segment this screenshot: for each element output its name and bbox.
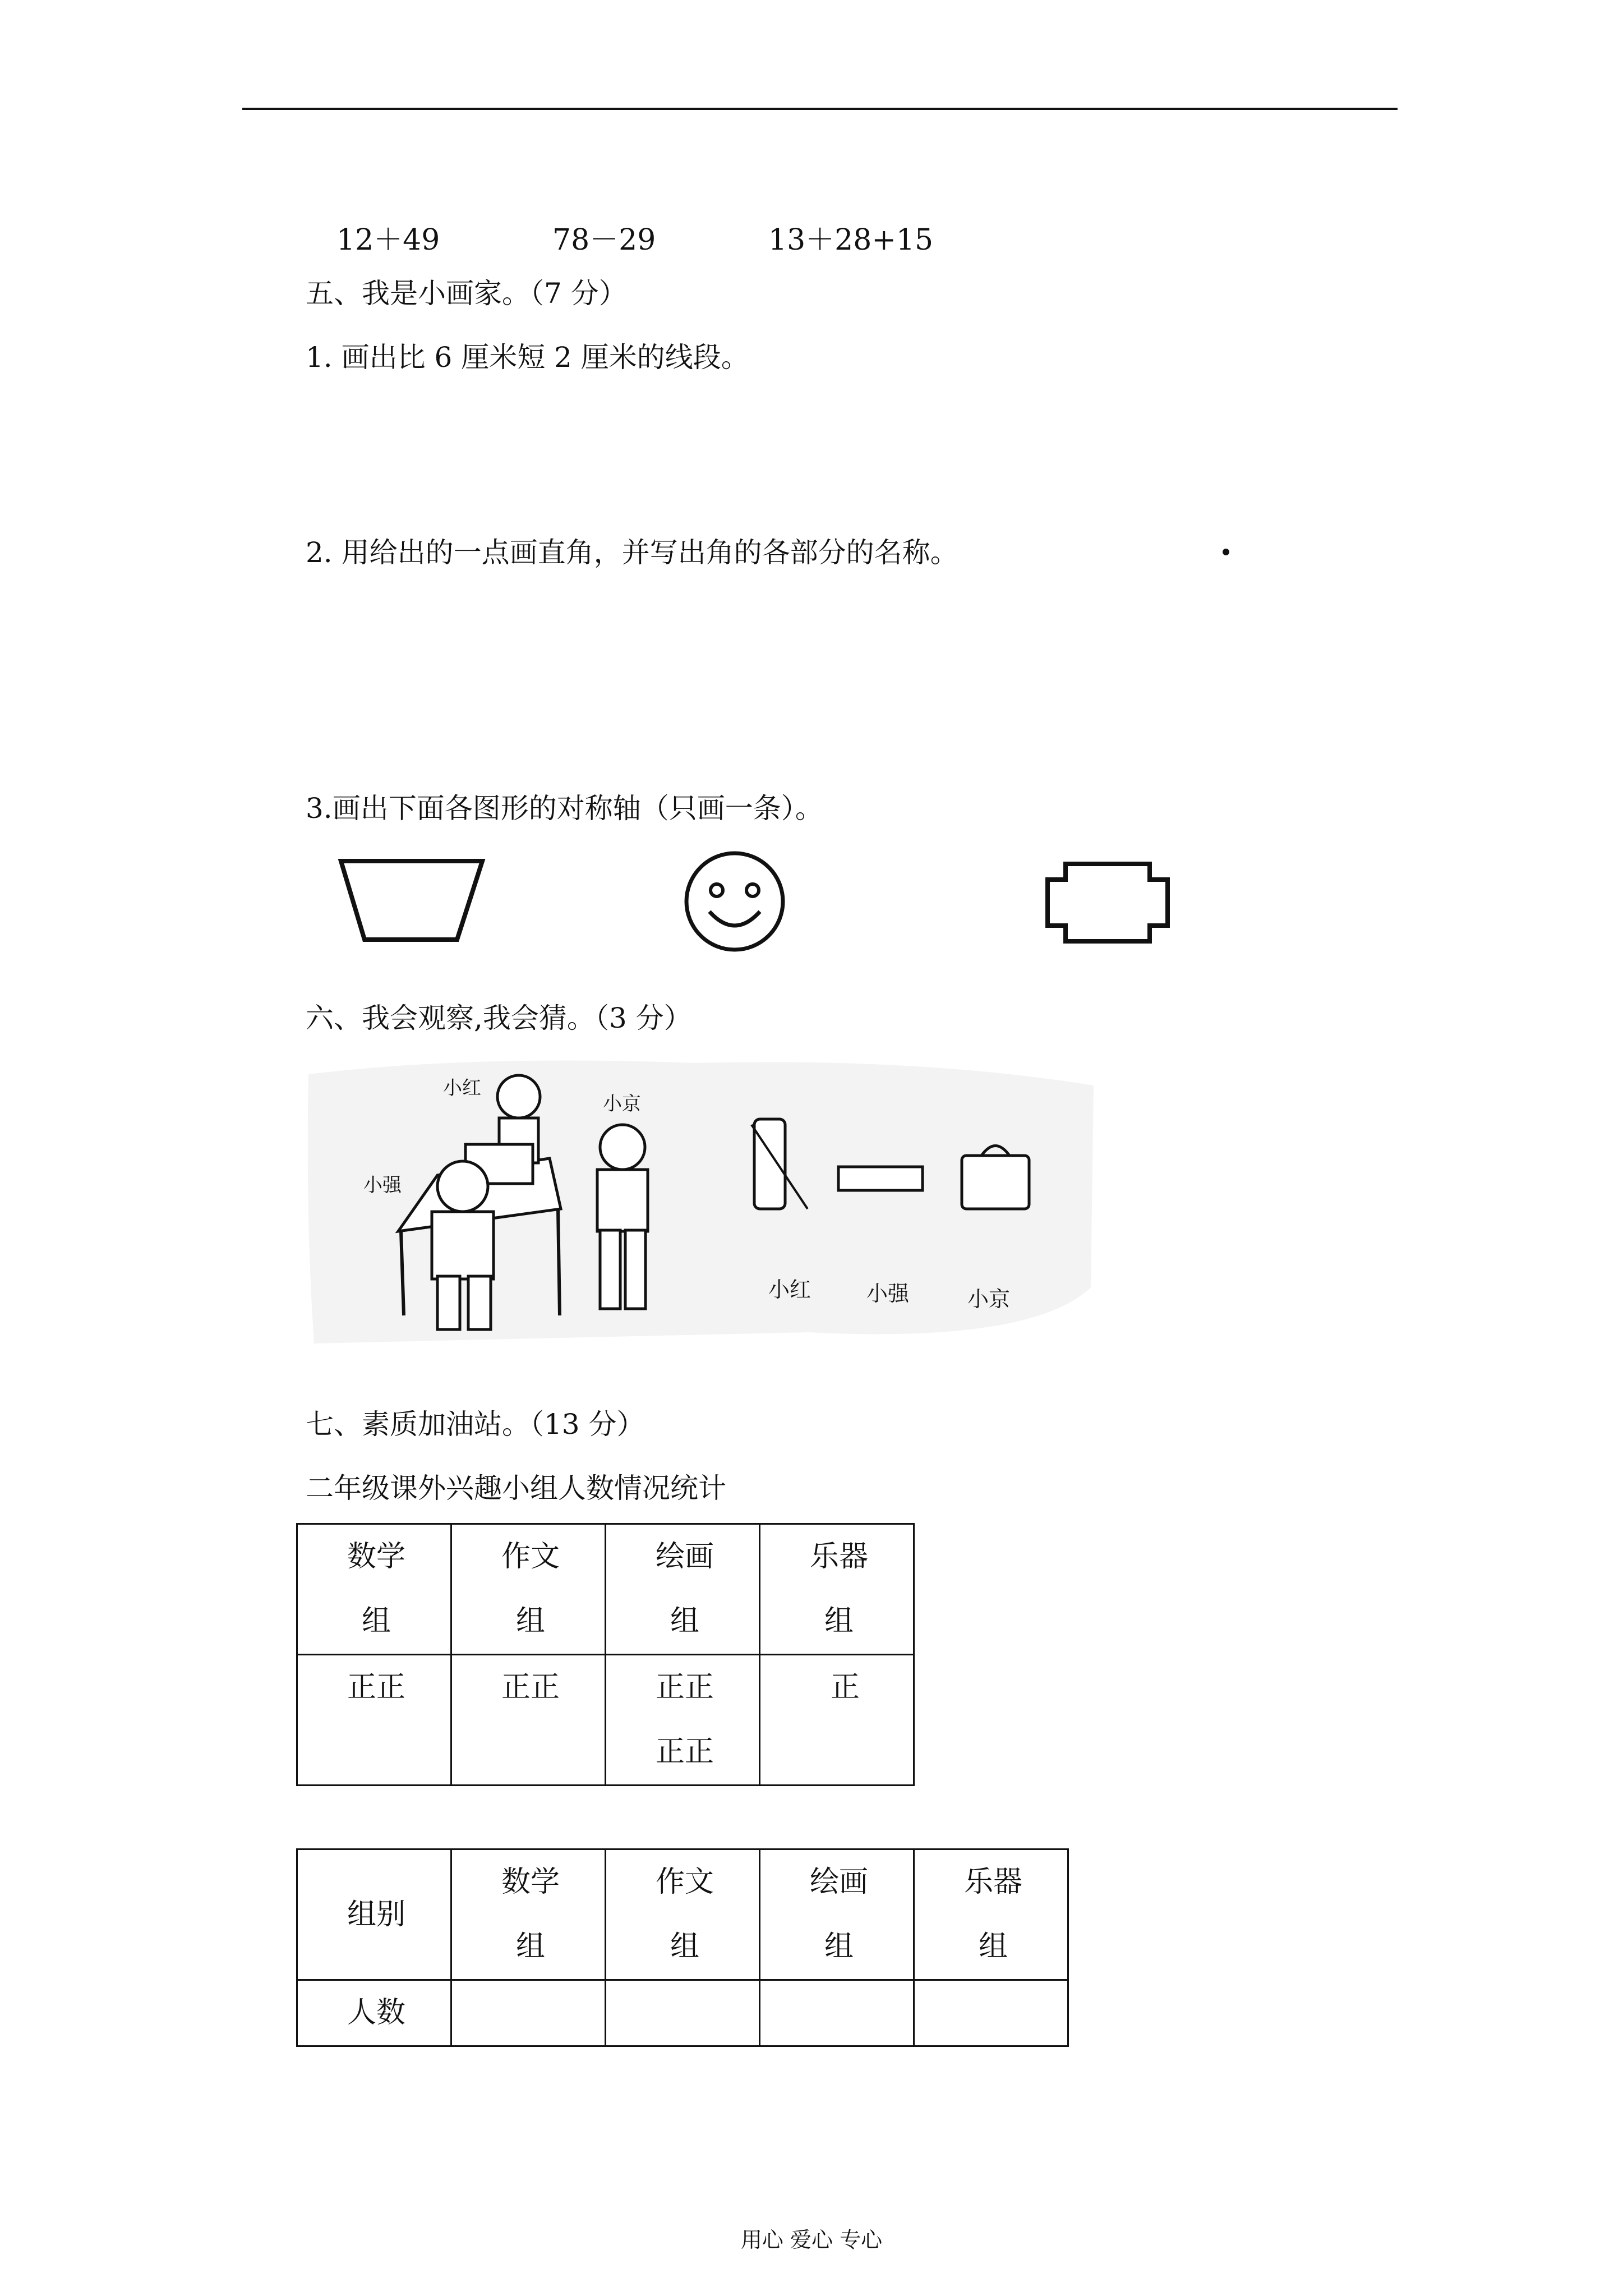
table-header-cell: 数学 组 — [451, 1849, 606, 1980]
cross-shape-figure — [1043, 858, 1172, 948]
scene-label-xiaojing: 小京 — [603, 1093, 641, 1115]
expression: 12＋49 — [336, 223, 440, 257]
row-label-count: 人数 — [297, 1980, 451, 2046]
question-3: 3.画出下面各图形的对称轴（只画一条）。 — [306, 792, 823, 825]
tally-cell: 正正 — [297, 1655, 451, 1786]
header-rule — [242, 108, 1398, 110]
table-header-cell: 绘画 组 — [760, 1849, 914, 1980]
table-header-cell: 乐器 组 — [760, 1524, 914, 1655]
table-header-cell: 绘画 组 — [606, 1524, 760, 1655]
tally-cell: 正正 — [451, 1655, 606, 1786]
answer-cell[interactable] — [760, 1980, 914, 2046]
table-header-cell: 乐器 组 — [914, 1849, 1068, 1980]
expression: 78－29 — [552, 223, 656, 257]
tally-table — [296, 1523, 915, 1786]
answer-cell[interactable] — [606, 1980, 760, 2046]
page-footer: 用心 爱心 专心 — [740, 2228, 883, 2252]
scene-label-xiaoqiang: 小强 — [363, 1174, 402, 1197]
section-5-title: 五、我是小画家。（7 分） — [306, 277, 627, 310]
row-label-group: 组别 — [297, 1849, 451, 1980]
count-table — [296, 1848, 1069, 2047]
scene-label-xiaohong: 小红 — [443, 1077, 481, 1099]
question-1: 1. 画出比 6 厘米短 2 厘米的线段。 — [306, 341, 749, 374]
item-label-xiaoqiang: 小强 — [866, 1281, 910, 1306]
table-header-cell: 作文 组 — [451, 1524, 606, 1655]
table-header-cell: 作文 组 — [606, 1849, 760, 1980]
table-header-cell: 数学 组 — [297, 1524, 451, 1655]
given-point — [1223, 549, 1229, 555]
answer-cell[interactable] — [451, 1980, 606, 2046]
tally-cell: 正正 正正 — [606, 1655, 760, 1786]
section-6-title: 六、我会观察,我会猜。（3 分） — [306, 1002, 692, 1034]
smiley-face-figure — [679, 850, 791, 954]
answer-cell[interactable] — [914, 1980, 1068, 2046]
item-label-xiaohong: 小红 — [768, 1277, 811, 1302]
trapezoid-figure — [336, 855, 488, 945]
survey-subtitle: 二年级课外兴趣小组人数情况统计 — [306, 1472, 726, 1504]
item-label-xiaojing: 小京 — [967, 1287, 1011, 1312]
expression: 13＋28+15 — [768, 223, 934, 257]
question-2: 2. 用给出的一点画直角，并写出角的各部分的名称。 — [306, 536, 958, 569]
section-7-title: 七、素质加油站。（13 分） — [306, 1408, 645, 1441]
tally-cell: 正 — [760, 1655, 914, 1786]
